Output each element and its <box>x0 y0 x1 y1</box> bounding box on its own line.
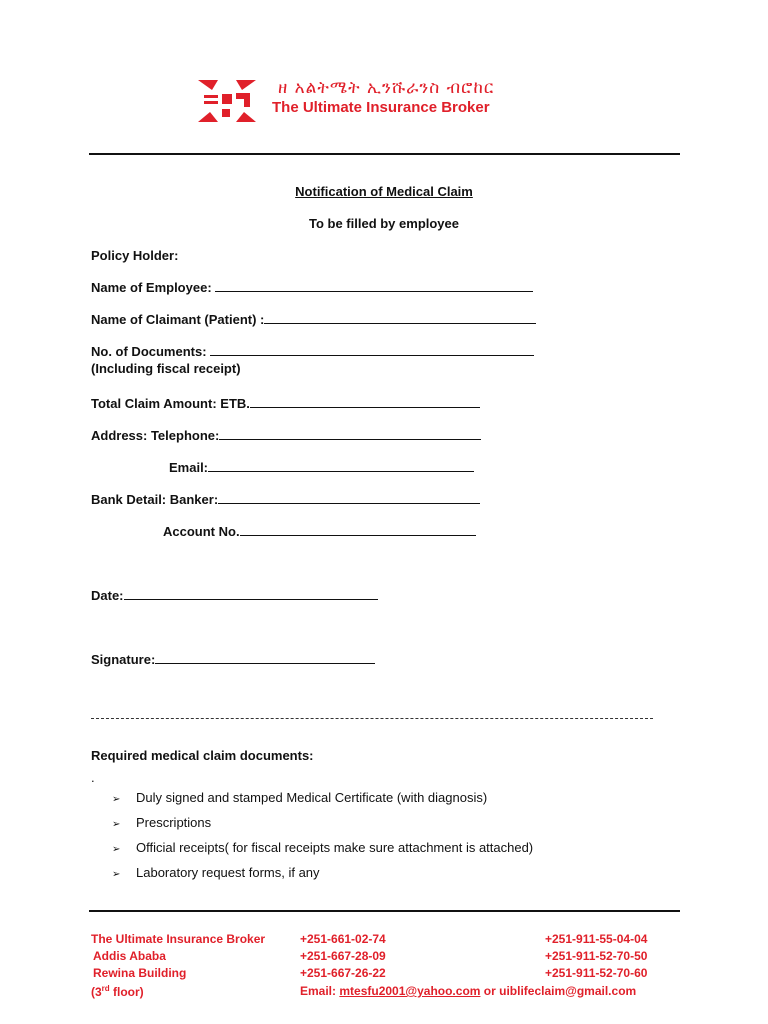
stray-dot: . <box>91 770 95 785</box>
form-subtitle: To be filled by employee <box>308 216 459 231</box>
footer-divider <box>89 910 680 912</box>
date-field[interactable] <box>91 588 378 603</box>
footer-phone: +251-667-26-22 <box>300 966 386 980</box>
banker-field[interactable] <box>91 492 480 507</box>
list-item: ➢ Prescriptions <box>112 815 212 830</box>
cut-line-divider <box>91 718 653 719</box>
ultimate-broker-logo-icon <box>196 76 258 128</box>
footer-building: Rewina Building <box>93 966 187 980</box>
telephone-field[interactable] <box>91 428 481 443</box>
footer-email-label: Email: <box>300 984 340 998</box>
email-gmail[interactable]: uiblifeclaim@gmail.com <box>499 984 637 998</box>
total-claim-field[interactable] <box>91 396 480 411</box>
fiscal-receipt-note: (Including fiscal receipt) <box>91 361 241 376</box>
documents-count-field[interactable] <box>91 344 534 359</box>
total-claim-label: Total Claim Amount: ETB. <box>91 396 250 411</box>
footer-mobile: +251-911-52-70-50 <box>545 949 648 963</box>
arrow-bullet-icon: ➢ <box>112 819 121 830</box>
footer-city: Addis Ababa <box>93 949 166 963</box>
footer-email-line: Email: mtesfu2001@yahoo.com or uiblifeclaim@gmail.com <box>300 984 637 998</box>
email-field[interactable] <box>169 460 474 475</box>
header-divider <box>89 153 680 155</box>
footer-phone: +251-667-28-09 <box>300 949 386 963</box>
email-label: Email: <box>169 460 209 475</box>
required-documents-title: Required medical claim documents: <box>91 748 314 763</box>
footer-phone: +251-661-02-74 <box>300 932 386 946</box>
footer-mobile: +251-911-52-70-60 <box>545 966 648 980</box>
form-title: Notification of Medical Claim <box>295 184 473 199</box>
telephone-label: Address: Telephone: <box>91 428 220 443</box>
email-link-yahoo[interactable]: mtesfu2001@yahoo.com <box>339 984 481 998</box>
account-number-label: Account No. <box>163 524 240 539</box>
list-item: ➢ Official receipts( for fiscal receipts make sure attachment is attached) <box>112 840 534 855</box>
employee-name-field[interactable] <box>91 280 533 295</box>
banker-label: Bank Detail: Banker: <box>91 492 219 507</box>
required-documents-list <box>112 790 533 890</box>
footer-floor: (3rd floor) <box>91 984 144 999</box>
brand-name-amharic: ዘ አልትሜት ኢንሹራንስ ብሮከር <box>278 78 495 98</box>
list-item: ➢ Laboratory request forms, if any <box>112 865 320 880</box>
signature-field[interactable] <box>91 652 375 667</box>
employee-name-label: Name of Employee: <box>91 280 216 295</box>
arrow-bullet-icon: ➢ <box>112 869 121 880</box>
footer-mobile: +251-911-55-04-04 <box>545 932 648 946</box>
documents-count-label: No. of Documents: <box>91 344 211 359</box>
signature-label: Signature: <box>91 652 156 667</box>
policy-holder-label: Policy Holder: <box>91 248 179 263</box>
arrow-bullet-icon: ➢ <box>112 844 121 855</box>
arrow-bullet-icon: ➢ <box>112 794 121 805</box>
list-item: ➢ Duly signed and stamped Medical Certificate (with diagnosis) <box>112 790 488 805</box>
account-number-field[interactable] <box>163 524 476 539</box>
brand-name-english: The Ultimate Insurance Broker <box>272 99 490 116</box>
claimant-name-field[interactable] <box>91 312 536 327</box>
date-label: Date: <box>91 588 124 603</box>
claimant-name-label: Name of Claimant (Patient) : <box>91 312 265 327</box>
footer-company: The Ultimate Insurance Broker <box>91 932 266 946</box>
